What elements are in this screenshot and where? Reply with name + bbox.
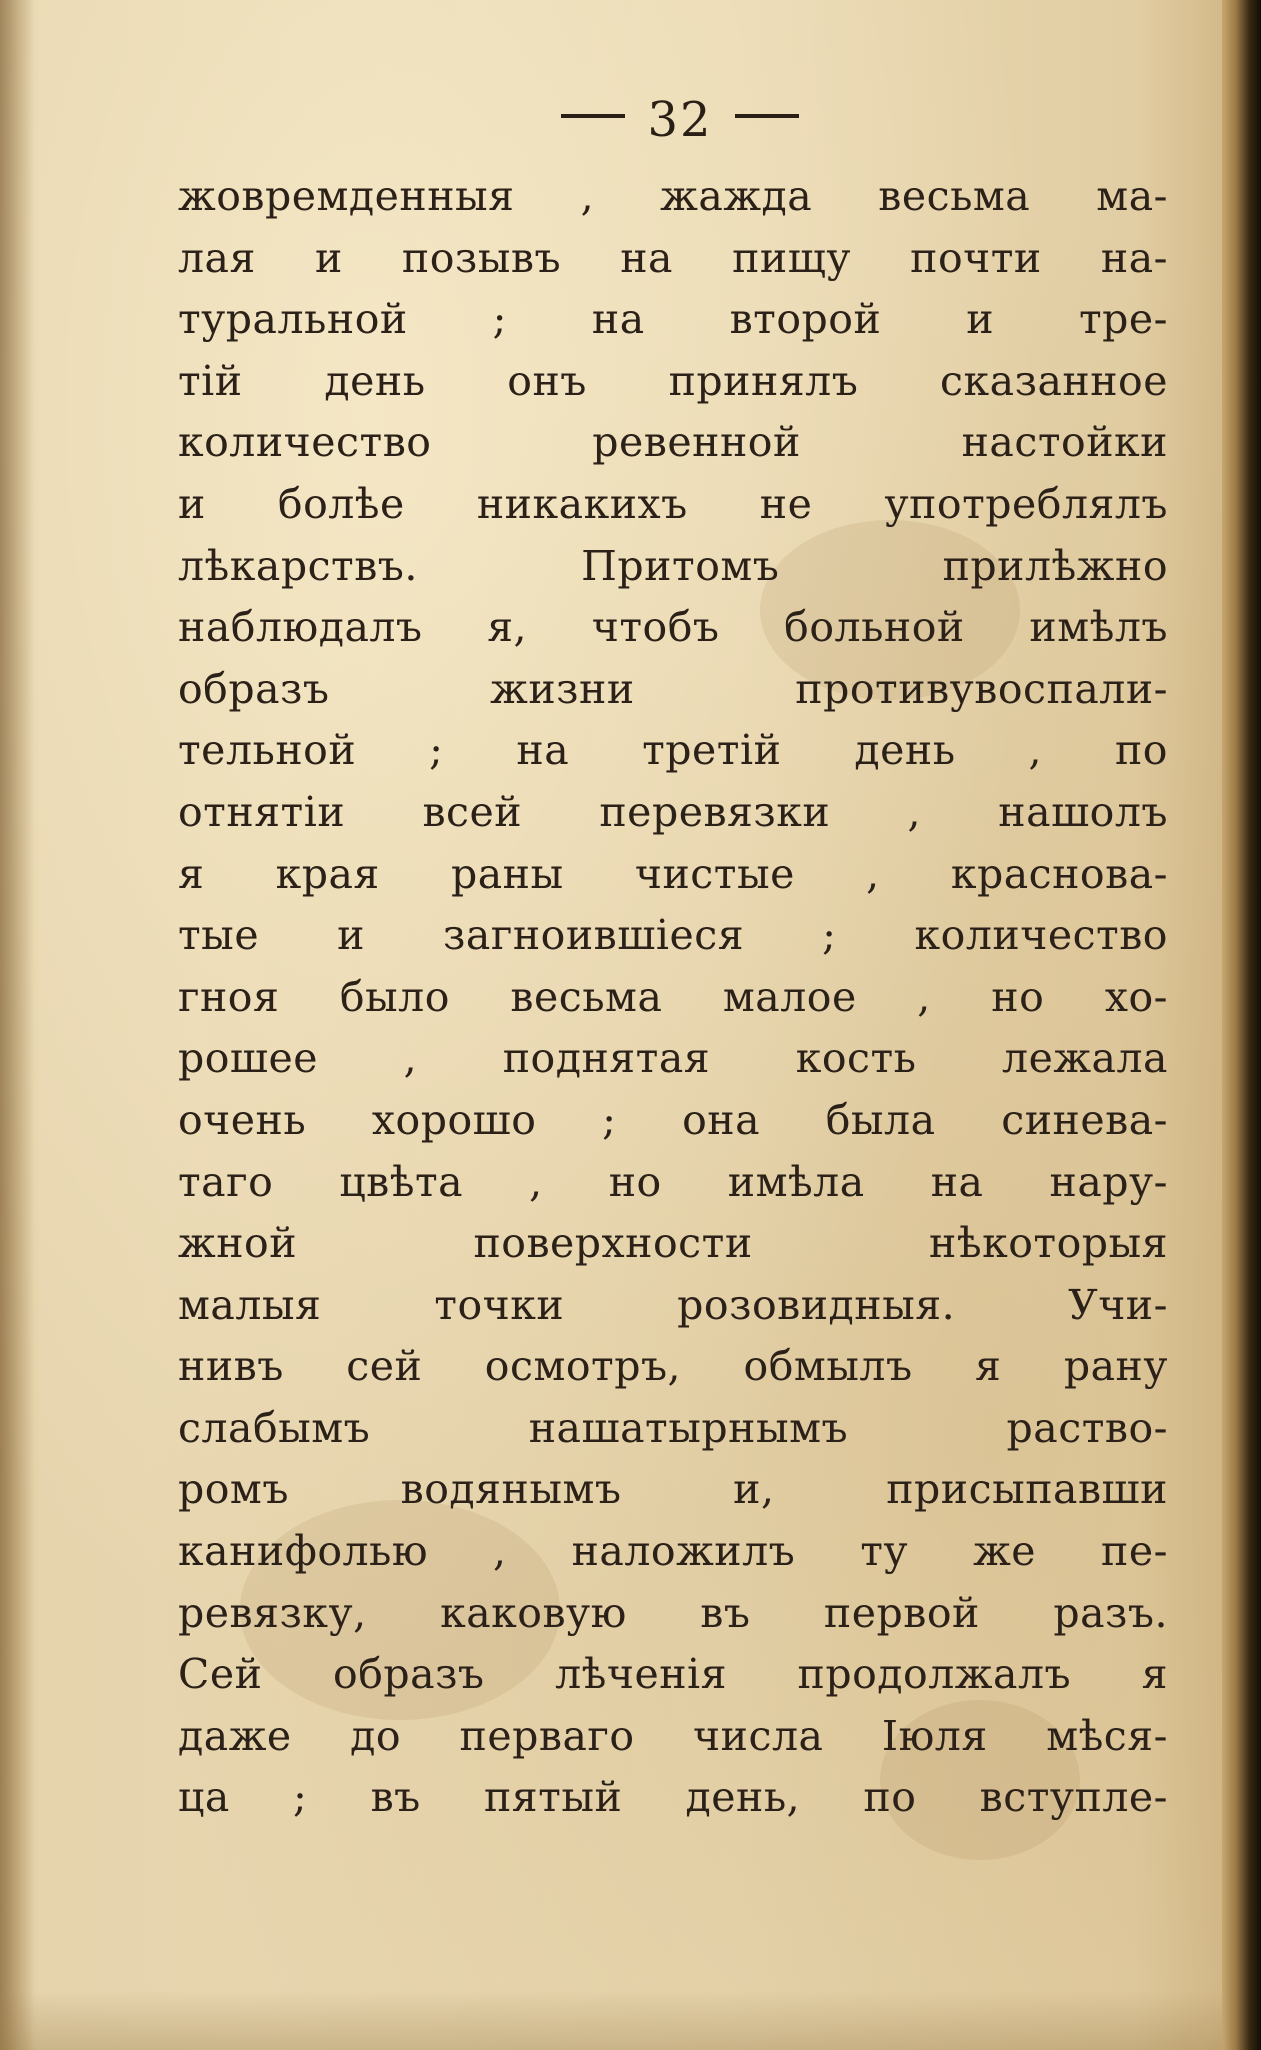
text-line: слабымъ нашатырнымъ раство- xyxy=(178,1403,1168,1452)
text-line: ромъ водянымъ и, присыпавши xyxy=(178,1465,1168,1514)
spine-shadow xyxy=(0,0,34,2050)
text-line: жной поверхности нѣкоторыя xyxy=(178,1219,1168,1268)
text-line: рошее , поднятая кость лежала xyxy=(178,1034,1168,1083)
page-bottom-shade xyxy=(0,1990,1232,2050)
header-dash-left xyxy=(561,114,625,118)
text-line: таго цвѣта , но имѣла на нару- xyxy=(178,1157,1168,1206)
text-line: Сей образъ лѣченія продолжалъ я xyxy=(178,1650,1168,1699)
text-line: лѣкарствъ. Притомъ прилѣжно xyxy=(178,541,1168,590)
text-line: гноя было весьма малое , но хо- xyxy=(178,972,1168,1021)
text-line: количество ревенной настойки xyxy=(178,418,1168,467)
text-line: я края раны чистые , краснова- xyxy=(178,849,1168,898)
text-line: даже до перваго числа Іюля мѣся- xyxy=(178,1711,1168,1760)
page-number: 32 xyxy=(647,91,713,148)
body-text xyxy=(178,166,1168,1829)
text-line: очень хорошо ; она была синева- xyxy=(178,1095,1168,1144)
page-edge-shadow xyxy=(1222,0,1261,2050)
text-line: ца ; въ пятый день, по вступле- xyxy=(178,1773,1168,1822)
header-dash-right xyxy=(735,114,799,118)
text-line: нивъ сей осмотръ, обмылъ я рану xyxy=(178,1342,1168,1391)
page-header xyxy=(520,88,840,158)
text-line: тые и загноившіеся ; количество xyxy=(178,911,1168,960)
text-line: канифолью , наложилъ ту же пе- xyxy=(178,1527,1168,1576)
text-line: лая и позывъ на пищу почти на- xyxy=(178,233,1168,282)
text-line: отнятіи всей перевязки , нашолъ xyxy=(178,787,1168,836)
text-line: наблюдалъ я, чтобъ больной имѣлъ xyxy=(178,603,1168,652)
text-line: образъ жизни противувоспали- xyxy=(178,664,1168,713)
text-line: туральной ; на второй и тре- xyxy=(178,295,1168,344)
text-line: жовремденныя , жажда весьма ма- xyxy=(178,172,1168,220)
text-line: и болѣе никакихъ не употреблялъ xyxy=(178,479,1168,528)
text-line: ревязку, каковую въ первой разъ. xyxy=(178,1588,1168,1637)
text-line: тій день онъ принялъ сказанное xyxy=(178,356,1168,405)
text-line: малыя точки розовидныя. Учи- xyxy=(178,1280,1168,1329)
text-line: тельной ; на третій день , по xyxy=(178,726,1168,775)
